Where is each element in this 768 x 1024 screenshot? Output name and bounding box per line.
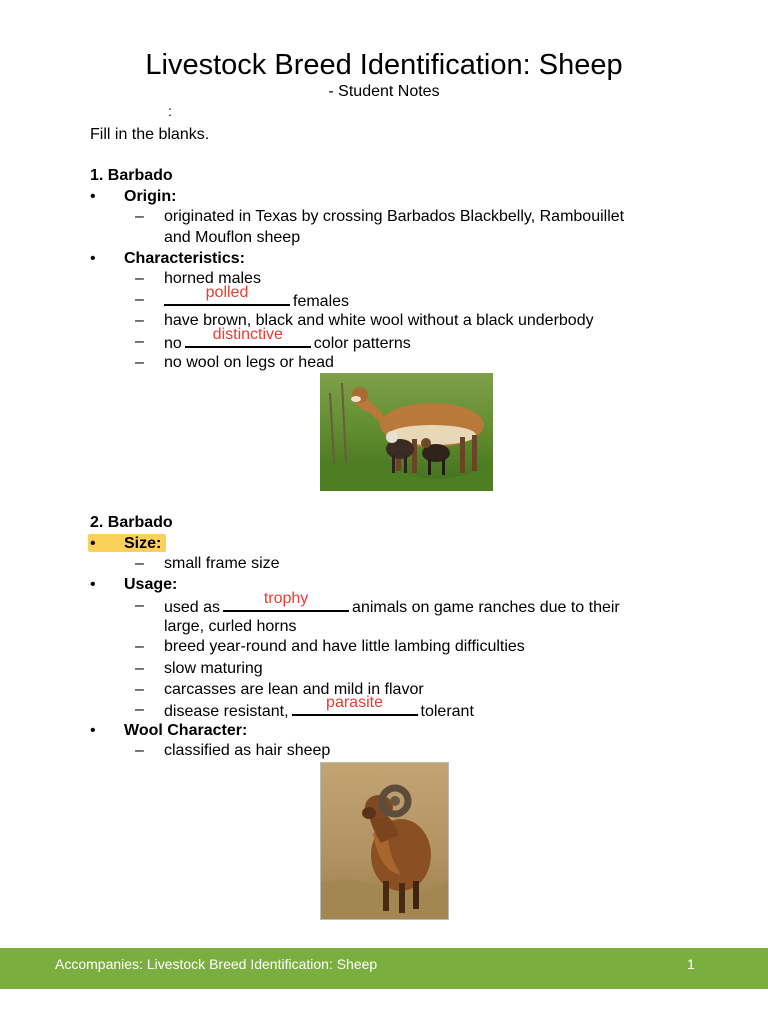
dash-icon: – (135, 333, 144, 350)
characteristics-label: Characteristics: (124, 250, 245, 267)
bullet-icon: • (90, 722, 96, 739)
blank-answer: parasite (326, 694, 383, 711)
usage-carcasses: carcasses are lean and mild in flavor (164, 681, 424, 698)
char-wool-colors: have brown, black and white wool without a black underbody (164, 312, 594, 329)
photo-illustration (320, 373, 493, 491)
footer-text: Accompanies: Livestock Breed Identification: Sheep (55, 956, 378, 972)
char-no-wool: no wool on legs or head (164, 354, 334, 371)
fill-blank (164, 284, 290, 306)
bullet-icon: • (90, 188, 96, 205)
char-distinctive-after: color patterns (313, 335, 411, 352)
usage-trophy-after: animals on game ranches due to their (352, 599, 620, 616)
dash-icon: – (135, 291, 144, 308)
dash-icon: – (135, 555, 144, 572)
dash-icon: – (135, 597, 144, 614)
char-polled-after: females (293, 293, 350, 310)
fill-blank (223, 590, 349, 612)
usage-parasite-before: disease resistant, (164, 703, 289, 720)
usage-parasite-after: tolerant (420, 703, 474, 720)
origin-text-line1: originated in Texas by crossing Barbados Blackbelly, Rambouillet (164, 208, 625, 225)
dash-icon: – (135, 208, 144, 225)
blank-answer: trophy (263, 590, 309, 607)
sheep-ewe-with-lambs-photo (320, 373, 493, 491)
dash-icon: – (135, 270, 144, 287)
dash-icon: – (135, 312, 144, 329)
char-distinctive-line (164, 326, 411, 354)
usage-trophy-line2: large, curled horns (164, 618, 297, 635)
instructions: Fill in the blanks. (90, 126, 210, 143)
usage-parasite-line (164, 694, 474, 722)
bullet-icon: • (90, 535, 96, 552)
usage-breeding: breed year-round and have little lambing difficulties (164, 638, 525, 655)
stray-colon: : (168, 103, 172, 119)
origin-label: Origin: (124, 188, 177, 205)
barbado-ram-photo (320, 762, 449, 920)
wool-hair-sheep: classified as hair sheep (164, 742, 331, 759)
char-polled-line (161, 284, 350, 312)
dash-icon: – (135, 354, 144, 371)
usage-slow-maturing: slow maturing (164, 660, 263, 677)
page-number: 1 (687, 956, 695, 972)
section1-heading: 1. Barbado (90, 167, 173, 184)
page-subtitle: - Student Notes (328, 83, 440, 100)
photo-illustration (321, 763, 448, 919)
dash-icon: – (135, 681, 144, 698)
fill-blank (292, 694, 418, 716)
blank-answer: distinctive (212, 326, 283, 343)
dash-icon: – (135, 660, 144, 677)
dash-icon: – (135, 742, 144, 759)
size-label: Size: (124, 535, 162, 552)
size-small-frame: small frame size (164, 555, 280, 572)
usage-label: Usage: (124, 576, 178, 593)
char-distinctive-before: no (164, 335, 182, 352)
bullet-icon: • (90, 250, 96, 267)
dash-icon: – (135, 701, 144, 718)
usage-trophy-line (164, 590, 620, 618)
page-title: Livestock Breed Identification: Sheep (145, 49, 623, 81)
fill-blank (185, 326, 311, 348)
usage-trophy-before: used as (164, 599, 221, 616)
wool-label: Wool Character: (124, 722, 248, 739)
dash-icon: – (135, 638, 144, 655)
blank-answer: polled (205, 284, 249, 301)
section2-heading: 2. Barbado (90, 514, 173, 531)
bullet-icon: • (90, 576, 96, 593)
origin-text-line2: and Mouflon sheep (164, 229, 301, 246)
char-horned-males: horned males (164, 270, 261, 287)
